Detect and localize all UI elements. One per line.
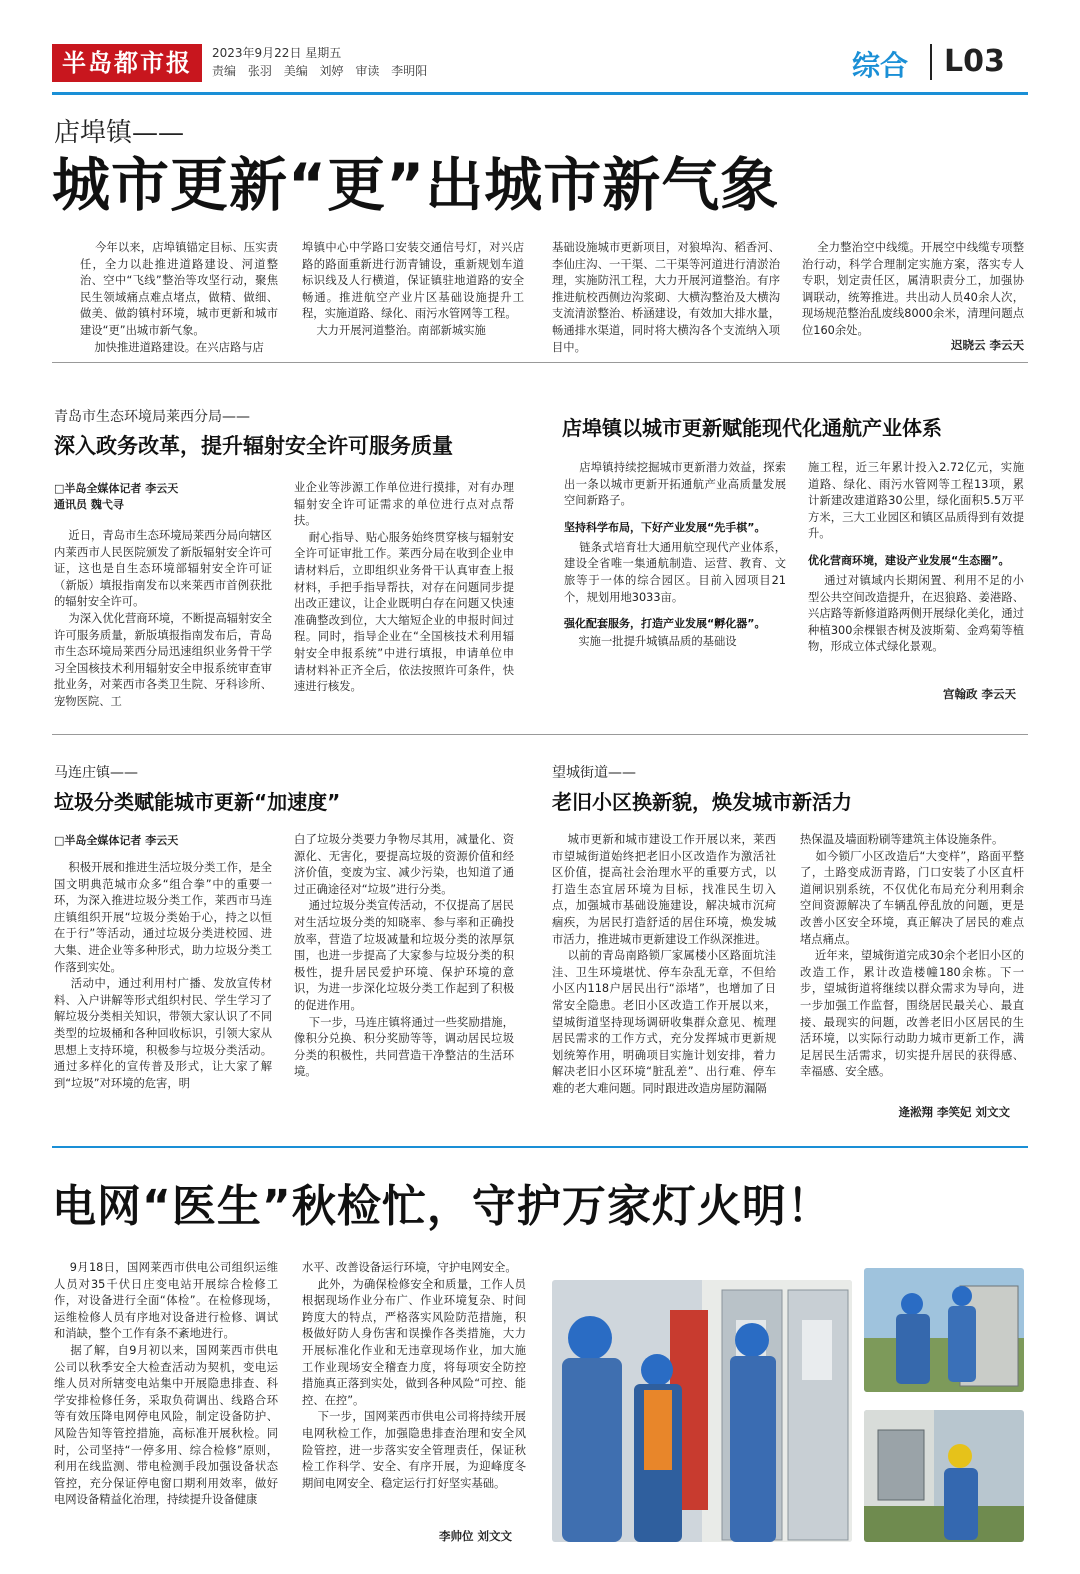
lead-signature: 迟晓云 李云天 [950,338,1024,352]
story3-subheading: 强化配套服务，打造产业发展“孵化器”。 [564,617,766,631]
bottom-column-2: 水平、改善设备运行环境，守护电网安全。 此外，为确保检修安全和质量，工作人员根据现场作业分布广、作业环境复杂、时间跨度大的特点，严格落实风险防范措施，积极做好防人身伤害和误操作各类措施，大力开展标准化作业和无违章现场作业，加大施工作业现场安全稽查力度，将每项安全防控措施真正落到实处，做到各种风险“可控、能控、在控”。 下一步，国网莱西市供电公司将持续开展电网秋检工作，加强隐患排查治理和安全风险管控，进一步落实安全管理责任，保证秋检工作科学、安全、有序开展，为迎峰度冬期间电网安全、稳定运行打好坚实基础。 [302,1261,526,1490]
story2-kicker: 青岛市生态环境局莱西分局—— [54,409,250,425]
bottom-signature: 李帅位 刘文文 [438,1529,512,1543]
story4-byline: □半岛全媒体记者 李云天 [54,834,179,847]
page-number: L03 [930,44,1005,80]
section-name: 综合 [852,49,909,82]
designer-label: 美编 [283,64,308,78]
story4-headline: 垃圾分类赋能城市更新“加速度” [54,790,341,814]
photo-substation-inspection [552,1280,852,1542]
editor-label: 责编 [212,64,237,78]
editor-credits [212,62,435,79]
date-line: 2023年9月22日 星期五 [212,46,342,60]
lead-column-1: 今年以来，店埠镇锚定目标、压实责任，全力以赴推进道路建设、河道整治、空中“飞线”整治等攻坚行动，聚焦民生领域痛点难点堵点，做精、做细、做美、做韵镇村环境，城市更新和城市建设“更”出城市新气象。 加快推进道路建设。在兴店路与店 [80,241,278,354]
story3-paragraph: 通过对镇域内长期闲置、利用不足的小型公共空间改造提升，在迟狼路、姜港路、兴店路等新修道路两侧开展绿化美化，通过种植300余棵银杏树及波斯菊、金鸡菊等植物，形成立体式绿化景观。 [808,573,1024,654]
lead-column-2: 埠镇中心中学路口安装交通信号灯，对兴店路的路面重新进行沥青铺设，重新规划车道标识线及人行横道，保证镇驻地道路的安全畅通。推进航空产业片区基础设施提升工程，实施道路、绿化、雨污水管网等工程。 大力开展河道整治。南部新城实施 [302,241,524,337]
story2-column-2: 业企业等涉源工作单位进行摸排，对有办理辐射安全许可证需求的单位进行点对点帮扶。 耐心指导、贴心服务始终贯穿核与辐射安全许可证审批工作。莱西分局在收到企业申请材料后，立即组织业务骨干认真审查上报材料，手把手指导帮扶，对存在问题同步提出改正建议，让企业既明白存在问题又快速准确整改到位，大大缩短企业的申报时间过程。同时，指导企业在“全国核技术利用辐射安全申报系统”中进行填报，申请单位申请材料补正齐全后，依法按照许可条件，快速进行核发。 [294,481,514,694]
story4-column-1: 积极开展和推进生活垃圾分类工作，是全国文明典范城市众多“组合拳”中的重要一环，为深入推进垃圾分类工作，莱西市马连庄镇组织开展“垃圾分类始于心，持之以恒在于行”等活动，通过垃圾分类进校园、进大集、进企业等多种形式，助力垃圾分类工作落到实处。 活动中，通过利用村广播、发放宣传材料、入户讲解等形式组织村民、学生学习了解垃圾分类相关知识，带领大家认识了不同类型的垃圾桶和各种回收标识，引领大家从思想上支持环境，积极参与垃圾分类活动。通过多样化的宣传普及形式，让大家了解到“垃圾”对环境的危害，明 [54,861,272,1090]
reviewer-name: 李明阳 [391,64,428,78]
reviewer-label: 审读 [355,64,380,78]
story3-subheading: 优化营商环境，建设产业发展“生态圈”。 [808,553,1010,567]
story5-column-1: 城市更新和城市建设工作开展以来，莱西市望城街道始终把老旧小区改造作为激活社区价值，提高社会治理水平的重要方式，以打造生态宜居环境为目标，找准民生切入点，加强城市基础设施建设，解决城市沉疴痼疾，为居民打造舒适的居住环境，焕发城市活力，推进城市更新建设工作纵深推进。 以前的青岛南路锁厂家属楼小区路面坑洼洼、卫生环境堪忧、停车杂乱无章，不但给小区内118户居民出行“添堵”，也增加了日常安全隐患。老旧小区改造工作开展以来，望城街道坚持现场调研收集群众意见、梳理居民需求的工作方式，充分发挥城市更新规划统筹作用，明确项目实施计划安排，着力解决老旧小区环境“脏乱差”、出行难、停车难的老大难问题。同时跟进改造房屋防漏隔 [552,833,776,1095]
story3-paragraph: 实施一批提升城镇品质的基础设 [564,635,737,649]
designer-name: 刘婷 [319,64,344,78]
story3-paragraph: 链条式培育壮大通用航空现代产业体系，建设全省唯一集通航制造、运营、教育、文旅等于一体的综合园区。目前入园项目21个，规划用地3033亩。 [564,540,786,604]
story3-column-1 [564,460,786,651]
story3-subheading: 坚持科学布局，下好产业发展“先手棋”。 [564,520,766,534]
bottom-headline: 电网“医生”秋检忙，守护万家灯火明！ [52,1181,832,1232]
story4-kicker: 马连庄镇—— [54,765,138,781]
story3-signature: 宫翰政 李云天 [942,687,1016,701]
lead-kicker: 店埠镇—— [54,118,185,148]
story2-headline: 深入政务改革，提升辐射安全许可服务质量 [54,434,453,458]
photo-illustration [552,1280,852,1542]
divider [52,734,1028,735]
story3-paragraph: 施工程，近三年累计投入2.72亿元，实施道路、绿化、雨污水管网等工程13项，累计新建改建道路30公里，绿化面积5.5万平方米，三大工业园区和镇区品质得到有效提升。 [808,461,1024,541]
story5-kicker: 望城街道—— [552,765,636,781]
story2-column-1: 近日，青岛市生态环境局莱西分局向辖区内莱西市人民医院颁发了新版辐射安全许可证，这也是自生态环境部辐射安全许可证（新版）填报指南发布以来莱西市首例获批的辐射安全许可。 为深入优化营商环境，不断提高辐射安全许可服务质量，新版填报指南发布后，青岛市生态环境局莱西分局迅速组织业务骨干学习全国核技术利用辐射安全申报系统审查审批业务，对莱西市各类卫生院、牙科诊所、宠物医院、工 [54,529,272,708]
lead-headline: 城市更新“更”出城市新气象 [52,151,780,219]
story2-byline-correspondent: 通讯员 魏弋寻 [54,498,124,511]
photo-meter-reading [864,1410,1024,1542]
story3-paragraph: 店埠镇持续挖掘城市更新潜力效益，探索出一条以城市更新开拓通航产业高质量发展空间新路子。 [564,461,786,508]
story4-column-2: 白了垃圾分类要力争物尽其用，减量化、资源化、无害化，要提高垃圾的资源价值和经济价值，变废为宝、减少污染，也知道了通过正确途径对“垃圾”进行分类。 通过垃圾分类宣传活动，不仅提高了居民对生活垃圾分类的知晓率、参与率和正确投放率，营造了垃圾减量和垃圾分类的浓厚氛围，也进一步提高了大家参与垃圾分类的积极性，提升居民爱护环境、保护环境的意识，为进一步深化垃圾分类工作起到了积极的促进作用。 下一步，马连庄镇将通过一些奖励措施，像积分兑换、积分奖励等等，调动居民垃圾分类的积极性，共同营造干净整洁的生活环境。 [294,833,514,1079]
lead-column-4: 全力整治空中线缆。开展空中线缆专项整治行动，科学合理制定实施方案，落实专人专职，划定责任区，属清职责分工，加强协调联动，统筹推进。共出动人员40余人次，现场规范整治乱废线8000余米，清理问题点位160余处。 [802,241,1024,337]
story3-column-2 [808,460,1024,656]
photo-cabinet-check [864,1268,1024,1392]
editor-name: 张羽 [247,64,272,78]
story5-headline: 老旧小区换新貌，焕发城市新活力 [552,790,852,814]
story5-column-2: 热保温及墙面粉刷等建筑主体设施条件。 如今锁厂小区改造后“大变样”，路面平整了，土路变成沥青路，门口安装了小区直杆道闸识别系统，不仅优化布局充分利用剩余空间资源解决了车辆乱停乱放的问题，更是改善小区安全环境，真正解决了居民的难点堵点痛点。 近年来，望城街道完成30余个老旧小区的改造工作，累计改造楼幢180余栋。下一步，望城街道将继续以群众需求为导向，进一步加强工作监督，围绕居民最关心、最直接、最现实的问题，改善老旧小区居民的生活环境，以实际行动助力城市更新工作，满足居民生活需求，切实提升居民的获得感、幸福感、安全感。 [800,833,1024,1079]
story3-headline: 店埠镇以城市更新赋能现代化通航产业体系 [562,416,942,440]
masthead-logo: 半岛都市报 [52,44,202,82]
section-divider [52,1146,1028,1148]
story2-byline-reporter: □半岛全媒体记者 李云天 [54,482,179,495]
photo-illustration [864,1268,1024,1392]
story5-signature: 逄淞翔 李笑妃 刘文文 [898,1105,1010,1119]
photo-illustration [864,1410,1024,1542]
lead-column-3: 基础设施城市更新项目，对狼埠沟、稻香河、李仙庄沟、一干渠、二干渠等河道进行清淤治理，实施防汛工程，大力开展河道整治。有序推进航校西侧边沟浆砌、大横沟整治及大横沟支流清淤整治、桥涵建设，有效加大排水量，畅通排水渠道，同时将大横沟各个支流纳入项目中。 [552,241,780,354]
masthead-rule [52,92,1028,95]
bottom-column-1: 9月18日，国网莱西市供电公司组织运维人员对35千伏日庄变电站开展综合检修工作，对设备进行全面“体检”。在检修现场，运维检修人员有序地对设备进行检修、调试和消缺，整个工作有条不紊地进行。 据了解，自9月初以来，国网莱西市供电公司以秋季安全大检查活动为契机，变电运维人员对所辖变电站集中开展隐患排查、科学安排检修任务，采取负荷调出、线路合环等有效压降电网停电风险，制定设备防护、风险告知等管控措施，高标准开展秋检。同时，公司坚持“一停多用、综合检修”原则，利用在线监测、带电检测手段加强设备状态管控，充分保证停电窗口期利用效率，做好电网设备精益化治理，持续提升设备健康 [54,1261,278,1507]
divider [52,362,1028,363]
